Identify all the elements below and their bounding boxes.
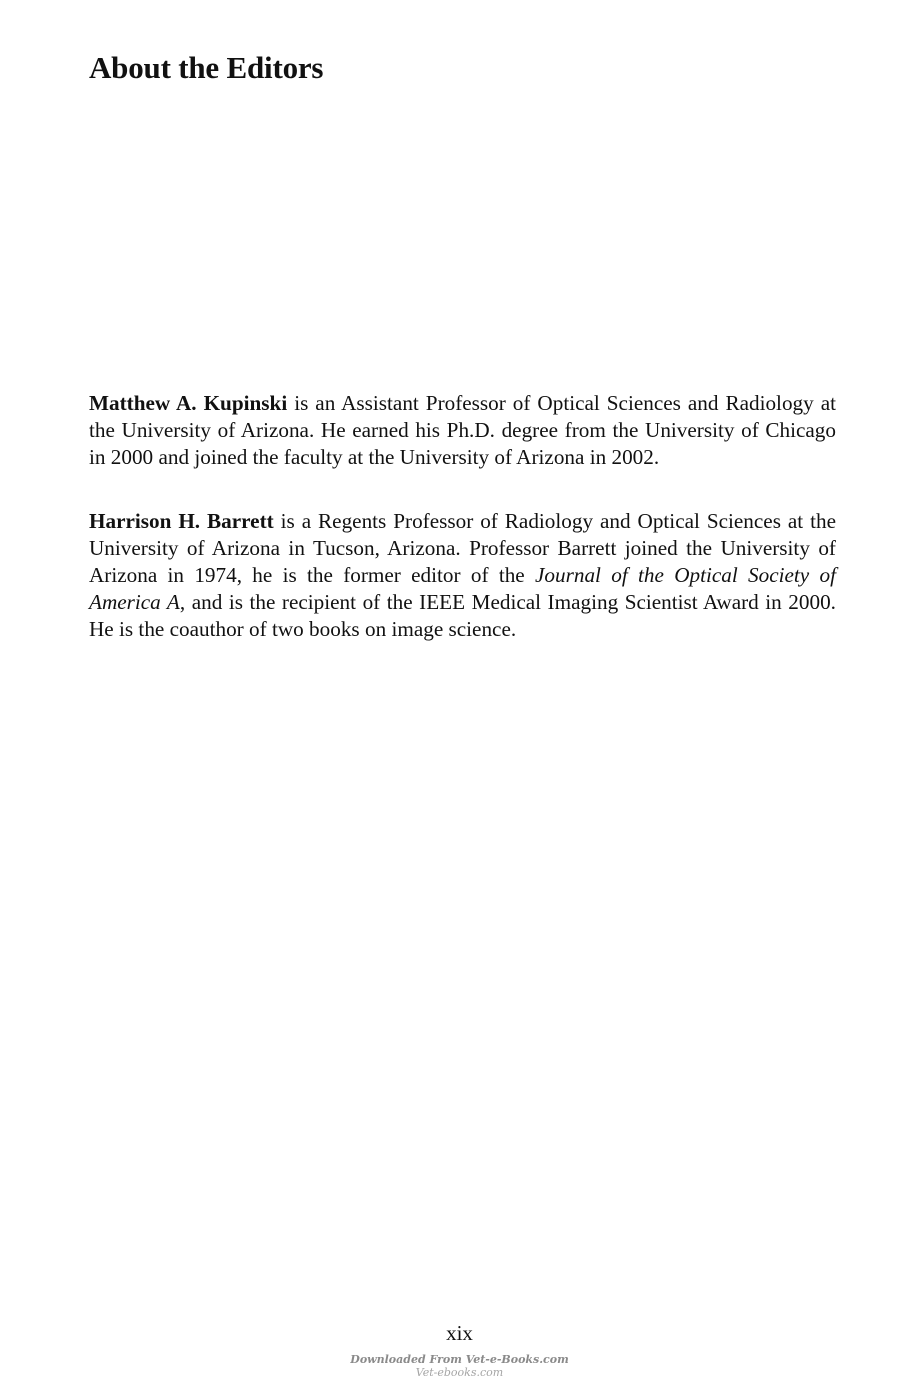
editor-bio-kupinski [89,390,836,471]
editor-bio-text: , and is the recipient of the IEEE Medical Imaging Scientist Award in 2000. He is the coauthor of two books on image science. [89,590,836,641]
editor-bio-text: is a Regents Professor of Radiology and Optical Sciences at the University of Arizona in Tucson, Arizona. Professor Barrett joined the University of Arizona in 1974, he is the former editor of the [89,509,836,587]
editor-name: Matthew A. Kupinski [89,391,288,415]
journal-title: Journal of the Optical Society of America A [89,563,836,614]
page-number: xix [446,1321,473,1345]
watermark-line: Downloaded From Vet-e-Books.com [350,1353,569,1366]
editor-bio-text: is an Assistant Professor of Optical Sciences and Radiology at the University of Arizona. He earned his Ph.D. degree from the University of Chicago in 2000 and joined the faculty at the University of Arizona in 2002. [89,391,836,469]
watermark [0,1353,919,1385]
editor-bio-barrett [89,508,836,643]
page-title: About the Editors [89,50,324,85]
watermark-line: Vet-ebooks.com [415,1366,504,1379]
editor-name: Harrison H. Barrett [89,509,274,533]
